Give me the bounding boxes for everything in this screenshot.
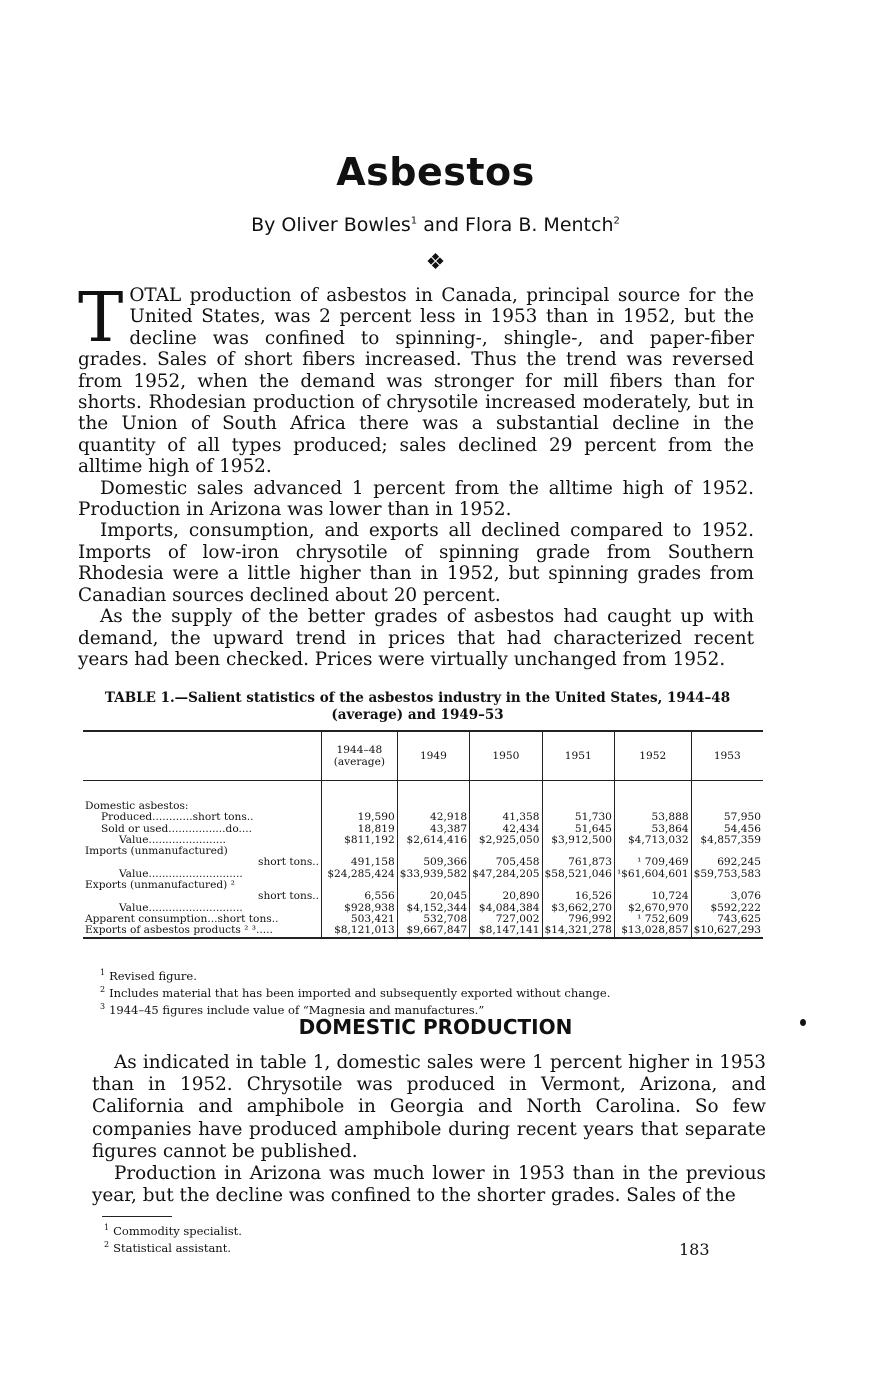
table-cell: $9,667,847 — [397, 925, 469, 937]
row-label: Exports of asbestos products ² ³..... — [83, 925, 322, 937]
footnote-mark: 1 — [100, 968, 106, 977]
footnote-mark: 3 — [100, 1001, 106, 1011]
table-footnotes — [100, 966, 610, 1016]
table-cell: 491,158 — [322, 857, 398, 868]
table-row — [83, 891, 763, 902]
drop-cap: T — [78, 279, 124, 358]
article-title: Asbestos — [336, 150, 535, 194]
row-label: Exports (unmanufactured) ² — [85, 879, 235, 892]
table-header-cell: 1950 — [470, 731, 542, 781]
footnote-divider — [102, 1216, 172, 1217]
table-cell: 761,873 — [542, 857, 614, 868]
section-paragraph-1: As indicated in table 1, domestic sales were 1 percent higher in 1953 than in 1952. Chrysotile was produced in Vermont, Arizona, and California and amphibole in Georgia and North Carolina. So few companies have produced amphibole during recent years that separate figures cannot be published. — [92, 1052, 766, 1162]
footnote-mark: 2 — [104, 1239, 110, 1249]
table-cell: 18,819 — [322, 824, 398, 835]
table-footnote — [100, 966, 610, 983]
table-cell: 51,645 — [542, 824, 614, 835]
table-cell: $13,028,857 — [614, 925, 691, 937]
intro-paragraph-3: Imports, consumption, and exports all declined compared to 1952. Imports of low-iron chrysotile of spinning grade from Southern Rhodesia were a little higher than in 1952, but spinning grades from Canadian sources declined about 20 percent. — [78, 520, 754, 606]
table-cell: $2,925,050 — [470, 835, 542, 846]
page-footnote — [104, 1221, 242, 1238]
table-cell: 509,366 — [397, 857, 469, 868]
table-footnote — [100, 983, 610, 1000]
table-spacer-row — [83, 781, 763, 802]
row-label: Value............................ — [119, 901, 243, 914]
table-cell: $4,857,359 — [691, 835, 763, 846]
table-cell: $928,938 — [322, 903, 398, 914]
row-label: Value....................... — [119, 833, 226, 846]
table-caption-line-2: (average) and 1949–53 — [331, 707, 504, 723]
table-cell: 705,458 — [470, 857, 542, 868]
table-cell: $24,285,424 — [322, 869, 398, 880]
page-footnotes — [104, 1221, 242, 1255]
table-footnote — [100, 1000, 610, 1017]
table-cell: 3,076 — [691, 891, 763, 902]
table-cell: 20,890 — [470, 891, 542, 902]
table-cell: 57,950 — [691, 812, 763, 823]
table-cell: $592,222 — [691, 903, 763, 914]
table-header-stub — [83, 731, 322, 781]
table-cell: $8,147,141 — [470, 925, 542, 937]
footnote-text: Commodity specialist. — [113, 1223, 242, 1238]
author-1-footnote-mark: 1 — [410, 215, 418, 227]
salient-statistics-table — [83, 730, 763, 939]
stray-mark — [800, 1019, 806, 1026]
table-cell: $2,670,970 — [614, 903, 691, 914]
table-header-cell: 1944–48 (average) — [322, 731, 398, 781]
table-header-cell: 1949 — [397, 731, 469, 781]
table-cell: 6,556 — [322, 891, 398, 902]
table-cell: 692,245 — [691, 857, 763, 868]
page-number: 183 — [679, 1240, 710, 1259]
table-cell: $33,939,582 — [397, 869, 469, 880]
table-cell: 743,625 — [691, 914, 763, 925]
intro-paragraph-2: Domestic sales advanced 1 percent from the alltime high of 1952. Production in Arizona was lower than in 1952. — [78, 477, 754, 521]
table-row — [83, 812, 763, 823]
table-cell: 42,918 — [397, 812, 469, 823]
table-cell: $3,662,270 — [542, 903, 614, 914]
footnote-text: Revised figure. — [109, 968, 197, 983]
table-cell: ¹ 709,469 — [614, 857, 691, 868]
table-cell: $47,284,205 — [470, 869, 542, 880]
table-cell: ¹ 752,609 — [614, 914, 691, 925]
row-label: short tons.. — [258, 856, 319, 869]
section-paragraph-2: Production in Arizona was much lower in 1953 than in the previous year, but the decline was confined to the shorter grades. Sales of the — [92, 1163, 766, 1207]
ornament-icon: ❖ — [425, 250, 446, 275]
table-header-cell: 1953 — [691, 731, 763, 781]
table-cell: 43,387 — [397, 824, 469, 835]
table-cell: 51,730 — [542, 812, 614, 823]
intro-text — [78, 279, 754, 670]
row-label: Sold or used.................do.... — [101, 822, 252, 835]
table-cell: 796,992 — [542, 914, 614, 925]
table-cell: 16,526 — [542, 891, 614, 902]
page-footnote — [104, 1238, 242, 1255]
table-caption-line-1: TABLE 1.—Salient statistics of the asbestos industry in the United States, 1944–48 — [104, 690, 731, 706]
table-cell: $58,521,046 — [542, 869, 614, 880]
footnote-text: Includes material that has been imported and subsequently exported without change. — [109, 985, 611, 1000]
table-cell: $3,912,500 — [542, 835, 614, 846]
table-cell: $4,152,344 — [397, 903, 469, 914]
table-cell: $14,321,278 — [542, 925, 614, 937]
table-header-row — [83, 731, 763, 781]
table-cell: $4,713,032 — [614, 835, 691, 846]
row-label: Apparent consumption...short tons.. — [85, 912, 279, 925]
table-cell: 41,358 — [470, 812, 542, 823]
table-cell: 42,434 — [470, 824, 542, 835]
table-header-cell: 1951 — [542, 731, 614, 781]
table-cell: $2,614,416 — [397, 835, 469, 846]
table-cell: $10,627,293 — [691, 925, 763, 937]
table-cell: $59,753,583 — [691, 869, 763, 880]
author-2: and Flora B. Mentch — [417, 214, 614, 236]
footnote-text: 1944–45 figures include value of “Magnesia and manufactures.” — [109, 1002, 485, 1017]
table-caption — [80, 690, 755, 724]
row-label: Value............................ — [119, 867, 243, 880]
author-2-footnote-mark: 2 — [613, 215, 620, 227]
table-cell: 10,724 — [614, 891, 691, 902]
author-1: By Oliver Bowles — [251, 214, 411, 236]
intro-paragraph-1-text: OTAL production of asbestos in Canada, principal source for the United States, was 2 percent less in 1953 than in 1952, but the decline was confined to spinning-, shingle-, and paper-fiber grades. Sales of short fibers increased. Thus the trend was reversed from 1952, when the demand was stronger for mill fibers than for shorts. Rhodesian production of chrysotile increased moderately, but in the Union of South Africa there was a substantial decline in the quantity of all types produced; sales declined 29 percent from the alltime high of 1952. — [78, 285, 754, 478]
row-label: Domestic asbestos: — [85, 800, 189, 812]
intro-paragraph-1 — [78, 279, 754, 478]
intro-paragraph-4: As the supply of the better grades of asbestos had caught up with demand, the upward trend in prices that had characterized recent years had been checked. Prices were virtually unchanged from 1952. — [78, 606, 754, 670]
table-cell: 20,045 — [397, 891, 469, 902]
footnote-text: Statistical assistant. — [113, 1240, 231, 1255]
table-cell: 54,456 — [691, 824, 763, 835]
section-heading: DOMESTIC PRODUCTION — [298, 1015, 573, 1039]
table-cell: 532,708 — [397, 914, 469, 925]
table-cell: 503,421 — [322, 914, 398, 925]
table-cell: ¹$61,604,601 — [614, 869, 691, 880]
row-label: short tons.. — [258, 890, 319, 903]
table-cell: 727,002 — [470, 914, 542, 925]
row-label: Imports (unmanufactured) — [85, 845, 228, 858]
row-label: Produced............short tons.. — [101, 811, 254, 824]
table-cell: 53,864 — [614, 824, 691, 835]
author-byline — [0, 214, 871, 236]
footnote-mark: 1 — [104, 1223, 110, 1232]
section-text — [92, 1052, 766, 1207]
table-cell: $4,084,384 — [470, 903, 542, 914]
table-cell: 53,888 — [614, 812, 691, 823]
table-cell: $8,121,013 — [322, 925, 398, 937]
table-cell: $811,192 — [322, 835, 398, 846]
table-cell: 19,590 — [322, 812, 398, 823]
footnote-mark: 2 — [100, 984, 106, 994]
table-header-cell: 1952 — [614, 731, 691, 781]
table-row — [83, 925, 763, 937]
